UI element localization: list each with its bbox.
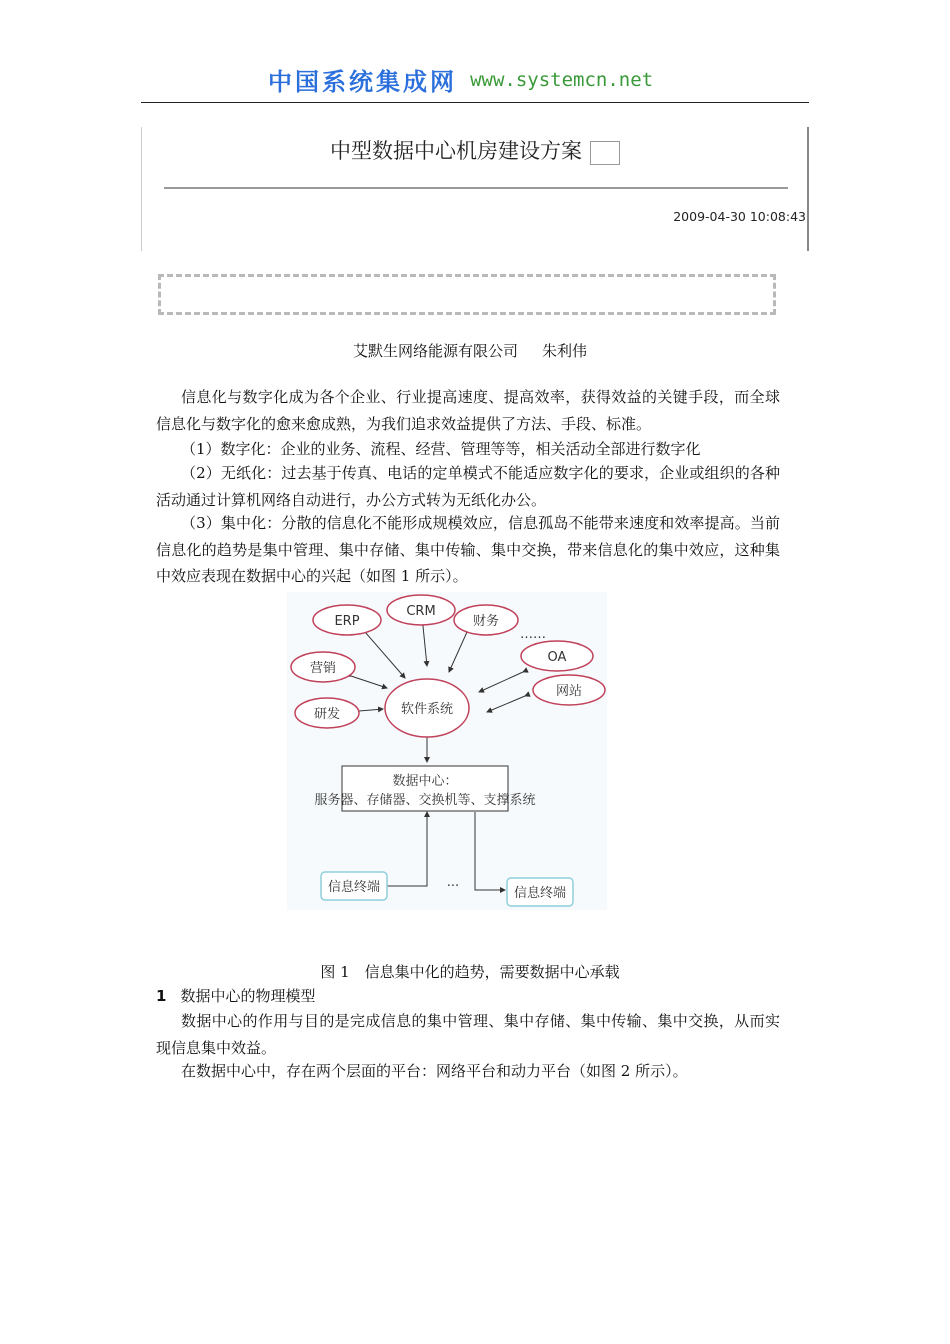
paragraph-digitization: （1）数字化：企业的业务、流程、经营、管理等等，相关活动全部进行数字化 [181, 440, 701, 458]
article-title [160, 135, 790, 165]
section-1-heading [156, 985, 315, 1006]
label-dc-detail: 服务器、存储器、交换机等、支撑系统 [314, 793, 536, 808]
site-brand[interactable] [268, 62, 668, 98]
brand-url[interactable]: www.systemcn.net [470, 68, 654, 91]
brand-chinese-name: 中国系统集成网 [268, 68, 457, 96]
empty-dashed-box [158, 274, 776, 315]
label-website: 网站 [555, 684, 583, 699]
label-terminal-left: 信息终端 [327, 880, 381, 895]
article-title-text: 中型数据中心机房建设方案 [330, 139, 582, 163]
paragraph-centralization: （3）集中化：分散的信息化不能形成规模效应，信息孤岛不能带来速度和效率提高。当前信息化的趋势是集中管理、集中存储、集中传输、集中交换，带来信息化的集中效应，这种集中效应表现在数据中心的兴起（如图 1 所示）。 [156, 514, 780, 585]
section-1-title: 数据中心的物理模型 [180, 987, 316, 1005]
author-company: 艾默生网络能源有限公司 [352, 342, 518, 360]
label-dc-title: 数据中心： [392, 774, 458, 789]
paragraph-paperless: （2）无纸化：过去基于传真、电话的定单模式不能适应数字化的要求，企业或组织的各种活动通过计算机网络自动进行，办公方式转为无纸化办公。 [156, 464, 780, 509]
author-name: 朱利伟 [542, 342, 588, 360]
title-divider [164, 187, 788, 189]
label-terminal-right: 信息终端 [513, 886, 567, 901]
header-divider [141, 102, 809, 103]
label-rnd: 研发 [313, 707, 341, 722]
label-erp: ERP [334, 614, 360, 629]
label-ellipsis-top: …… [520, 627, 546, 642]
figure-background [287, 592, 607, 910]
byline [160, 340, 780, 361]
label-finance: 财务 [472, 614, 500, 629]
section-1-number: 1 [156, 987, 167, 1005]
label-oa: OA [547, 650, 567, 665]
article-frame-right-border [807, 127, 809, 251]
title-image-placeholder [590, 141, 620, 165]
figure-1-diagram [287, 592, 607, 910]
section-1-paragraph-1: 数据中心的作用与目的是完成信息的集中管理、集中存储、集中传输、集中交换，从而实现信息集中效益。 [156, 1012, 780, 1057]
figure-1-caption: 图 1 信息集中化的趋势，需要数据中心承载 [320, 963, 620, 981]
label-marketing: 营销 [309, 661, 337, 676]
paragraph-intro: 信息化与数字化成为各个企业、行业提高速度、提高效率，获得效益的关键手段，而全球信息化与数字化的愈来愈成熟，为我们追求效益提供了方法、手段、标准。 [156, 388, 780, 433]
label-crm: CRM [406, 604, 436, 619]
label-ellipsis-bottom: ··· [446, 879, 460, 894]
label-software: 软件系统 [400, 702, 454, 717]
article-frame-left-border [141, 127, 142, 251]
section-1-paragraph-2: 在数据中心中，存在两个层面的平台：网络平台和动力平台（如图 2 所示）。 [181, 1062, 688, 1080]
publish-date: 2009-04-30 10:08:43 [673, 209, 806, 224]
